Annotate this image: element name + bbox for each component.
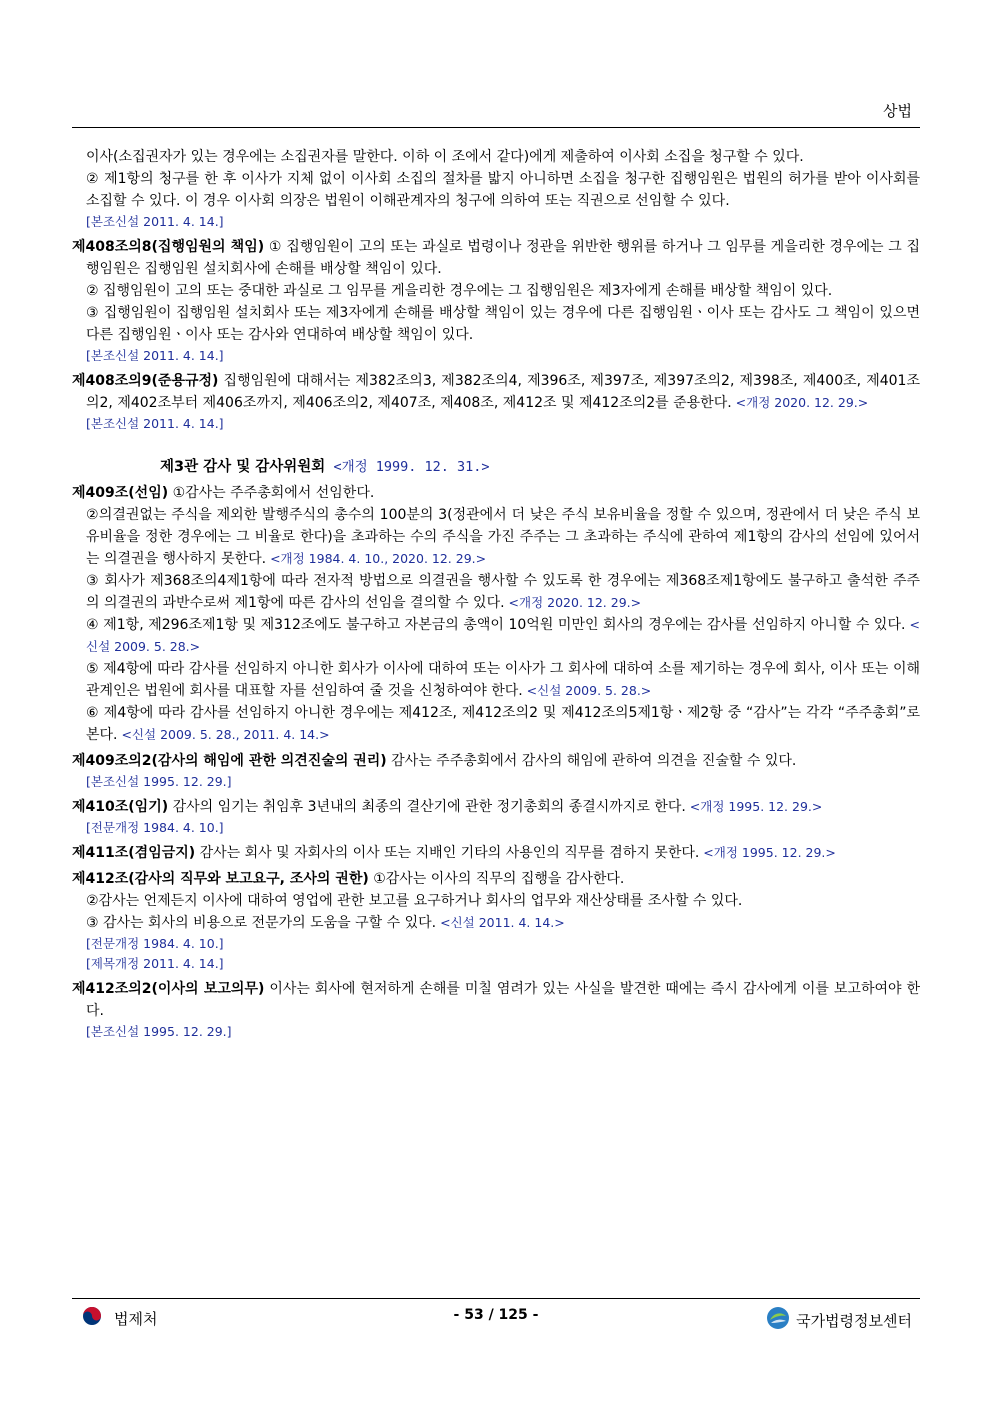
article-text: ①감사는 이사의 직무의 집행을 감사한다. xyxy=(368,871,625,887)
paragraph xyxy=(72,570,920,614)
paragraph-text: ③ 감사는 회사의 비용으로 전문가의 도움을 구할 수 있다. xyxy=(86,915,437,931)
paragraph xyxy=(72,658,920,702)
paragraph xyxy=(72,504,920,570)
paragraph-text: ② 집행임원이 고의 또는 중대한 과실로 그 임무를 게을리한 경우에는 그 집행임원은 제3자에게 손해를 배상할 책임이 있다. xyxy=(86,283,833,299)
revision-stamp-text: [전문개정 1984. 4. 10.] xyxy=(86,820,224,835)
article xyxy=(72,842,920,864)
paragraph xyxy=(72,912,920,934)
amendment-note: <개정 1984. 4. 10., 2020. 12. 29.> xyxy=(266,551,487,566)
amendment-note: <신설 2009. 5. 28.> xyxy=(86,617,920,654)
article-text: 이사는 회사에 현저하게 손해를 미칠 염려가 있는 사실을 발견한 때에는 즉시 감사에게 이를 보고하여야 한다. xyxy=(86,981,920,1019)
amendment-note: <신설 2009. 5. 28., 2011. 4. 14.> xyxy=(117,727,330,742)
article-text: 집행임원에 대해서는 제382조의3, 제382조의4, 제396조, 제397조, 제397조의2, 제398조, 제400조, 제401조의2, 제402조부터 제406조까지, 제406조의2, 제407조, 제408조, 제412조 및 제412조의2를 준용한다. xyxy=(86,373,920,411)
paragraph-text: ⑥ 제4항에 따라 감사를 선임하지 아니한 경우에는 제412조, 제412조의2 및 제412조의5제1항ㆍ제2항 중 “감사”는 각각 “주주총회”로 본다. xyxy=(86,705,920,743)
article xyxy=(72,370,920,414)
revision-stamp xyxy=(72,346,920,366)
paragraph xyxy=(72,614,920,658)
amendment-note: <개정 1995. 12. 29.> xyxy=(685,799,823,814)
law-center-logo-icon xyxy=(766,1306,790,1334)
revision-stamp-text: [본조신설 1995. 12. 29.] xyxy=(86,774,232,789)
paragraph-text: ②감사는 언제든지 이사에 대하여 영업에 관한 보고를 요구하거나 회사의 업무와 재산상태를 조사할 수 있다. xyxy=(86,893,743,909)
paragraph-text: ⑤ 제4항에 따라 감사를 선임하지 아니한 회사가 이사에 대하여 또는 이사가 그 회사에 대하여 소를 제기하는 경우에 회사, 이사 또는 이해관계인은 법원에 회사를 대표할 자를 선임하여 줄 것을 신청하여야 한다. xyxy=(86,661,920,699)
article-title: 제408조의8(집행임원의 책임) xyxy=(72,239,265,255)
footer-right-label: 국가법령정보센터 xyxy=(796,1311,912,1330)
article xyxy=(72,978,920,1022)
amendment-note: <신설 2009. 5. 28.> xyxy=(522,683,652,698)
section-title: 제3관 감사 및 감사위원회 xyxy=(160,459,326,475)
revision-stamp-text: [전문개정 1984. 4. 10.] xyxy=(86,936,224,951)
article xyxy=(72,796,920,818)
article-text: 감사의 임기는 취임후 3년내의 최종의 결산기에 관한 정기총회의 종결시까지로 한다. xyxy=(168,799,686,815)
document-title: 상법 xyxy=(883,102,912,120)
article-text: ①감사는 주주총회에서 선임한다. xyxy=(168,485,375,501)
paragraph-text: ②의결권없는 주식을 제외한 발행주식의 총수의 100분의 3(정관에서 더 낮은 주식 보유비율을 정할 수 있으며, 정관에서 더 낮은 주식 보유비율을 정한 경우에는 그 비율로 한다)을 초과하는 수의 주식을 가진 주주는 그 초과하는 주식에 관하여 제1항의 감사의 선임에 있어서는 의결권을 행사하지 못한다. xyxy=(86,507,920,567)
amendment-note: <개정 1999. 12. 31.> xyxy=(325,459,490,475)
article-title: 제412조의2(이사의 보고의무) xyxy=(72,981,265,997)
page-footer xyxy=(72,1304,920,1330)
law-content xyxy=(72,146,920,1042)
paragraph-text: ② 제1항의 청구를 한 후 이사가 지체 없이 이사회 소집의 절차를 밟지 아니하면 소집을 청구한 집행임원은 법원의 허가를 받아 이사회를 소집할 수 있다. 이 경우 이사회 의장은 법원이 이해관계자의 청구에 의하여 또는 직권으로 선임할 수 있다. xyxy=(86,171,920,209)
paragraph-text: ③ 집행임원이 집행임원 설치회사 또는 제3자에게 손해를 배상할 책임이 있는 경우에 다른 집행임원ㆍ이사 또는 감사도 그 책임이 있으면 다른 집행임원ㆍ이사 또는 감사와 연대하여 배상할 책임이 있다. xyxy=(86,305,920,343)
amendment-note: <개정 2020. 12. 29.> xyxy=(731,395,869,410)
revision-stamp-text: [본조신설 2011. 4. 14.] xyxy=(86,416,224,431)
paragraph xyxy=(72,280,920,302)
footer-left-label: 법제처 xyxy=(114,1309,158,1328)
revision-stamp xyxy=(72,934,920,954)
footer-right xyxy=(766,1306,912,1334)
article-title: 제411조(겸임금지) xyxy=(72,845,196,861)
amendment-note: <개정 2020. 12. 29.> xyxy=(504,595,642,610)
article xyxy=(72,750,920,772)
header-divider xyxy=(72,127,920,128)
revision-stamp xyxy=(72,954,920,974)
article-title: 제410조(임기) xyxy=(72,799,169,815)
section-heading xyxy=(72,456,920,478)
article-title: 제408조의9(준용규정) xyxy=(72,373,219,389)
paragraph-text: ③ 회사가 제368조의4제1항에 따라 전자적 방법으로 의결권을 행사할 수 있도록 한 경우에는 제368조제1항에도 불구하고 출석한 주주의 의결권의 과반수로써 제1항에 따른 감사의 선임을 결의할 수 있다. xyxy=(86,573,920,611)
paragraph xyxy=(72,890,920,912)
article-title: 제409조(선임) xyxy=(72,485,169,501)
revision-stamp xyxy=(72,212,920,232)
article-title: 제412조(감사의 직무와 보고요구, 조사의 권한) xyxy=(72,871,369,887)
paragraph xyxy=(72,168,920,212)
revision-stamp xyxy=(72,1022,920,1042)
revision-stamp xyxy=(72,818,920,838)
amendment-note: <신설 2011. 4. 14.> xyxy=(436,915,565,930)
revision-stamp xyxy=(72,772,920,792)
page-number: - 53 / 125 - xyxy=(453,1307,539,1323)
paragraph xyxy=(72,146,920,168)
paragraph xyxy=(72,302,920,346)
revision-stamp-text: [본조신설 2011. 4. 14.] xyxy=(86,348,224,363)
article-text: 감사는 주주총회에서 감사의 해임에 관하여 의견을 진술할 수 있다. xyxy=(386,753,797,769)
article xyxy=(72,868,920,890)
footer-divider xyxy=(72,1298,920,1299)
revision-stamp-text: [제목개정 2011. 4. 14.] xyxy=(86,956,224,971)
revision-stamp xyxy=(72,414,920,434)
article xyxy=(72,236,920,280)
paragraph-text: 이사(소집권자가 있는 경우에는 소집권자를 말한다. 이하 이 조에서 같다)에게 제출하여 이사회 소집을 청구할 수 있다. xyxy=(86,149,804,165)
article-text: 감사는 회사 및 자회사의 이사 또는 지배인 기타의 사용인의 직무를 겸하지 못한다. xyxy=(195,845,700,861)
revision-stamp-text: [본조신설 2011. 4. 14.] xyxy=(86,214,224,229)
amendment-note: <개정 1995. 12. 29.> xyxy=(699,845,836,860)
article-text: ① 집행임원이 고의 또는 과실로 법령이나 정관을 위반한 행위를 하거나 그 임무를 게을리한 경우에는 그 집행임원은 집행임원 설치회사에 손해를 배상할 책임이 있다. xyxy=(86,239,920,277)
paragraph-text: ④ 제1항, 제296조제1항 및 제312조에도 불구하고 자본금의 총액이 10억원 미만인 회사의 경우에는 감사를 선임하지 아니할 수 있다. xyxy=(86,617,906,633)
article-title: 제409조의2(감사의 해임에 관한 의견진술의 권리) xyxy=(72,753,387,769)
revision-stamp-text: [본조신설 1995. 12. 29.] xyxy=(86,1024,232,1039)
paragraph xyxy=(72,702,920,746)
article xyxy=(72,482,920,504)
